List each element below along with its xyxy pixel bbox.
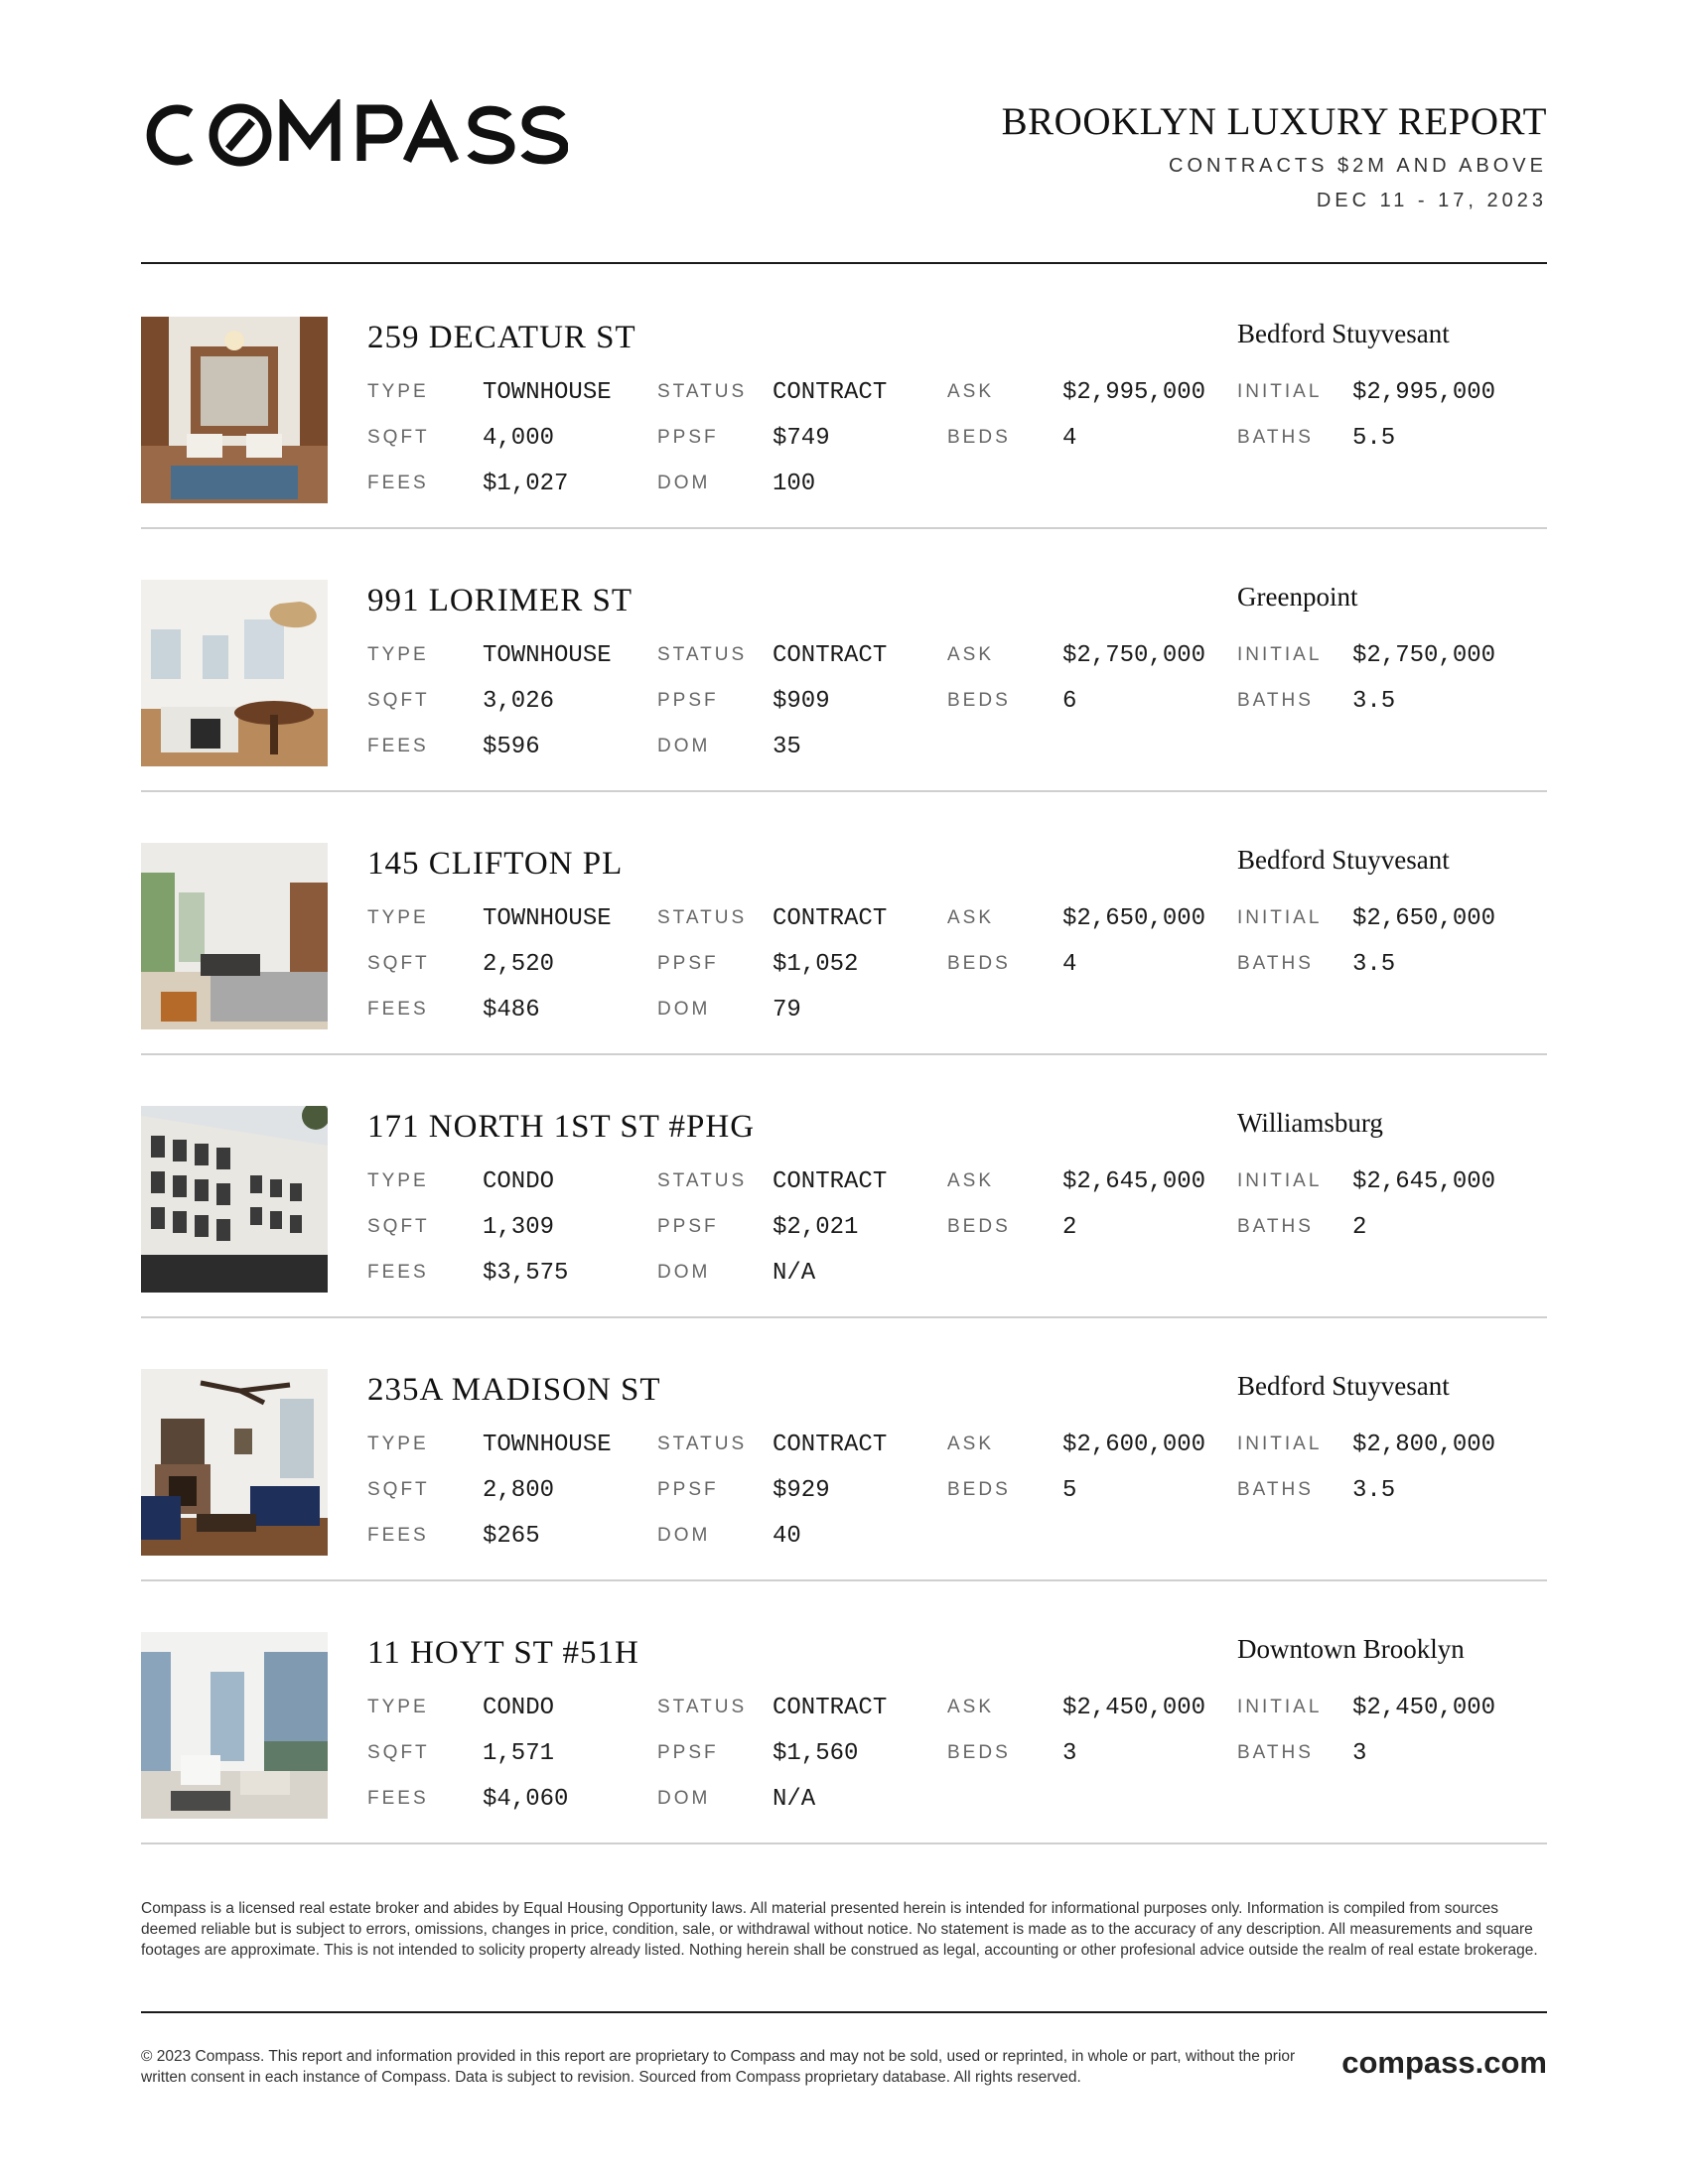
sqft-value: 3,026 (483, 688, 555, 715)
beds-label: BEDS (947, 690, 1011, 711)
baths-value: 5.5 (1352, 425, 1396, 452)
initial-label: INITIAL (1237, 1697, 1323, 1717)
type-value: TOWNHOUSE (483, 642, 612, 669)
ppsf-label: PPSF (657, 1479, 719, 1500)
dom-value: N/A (773, 1260, 816, 1287)
sqft-label: SQFT (367, 953, 430, 974)
type-value: TOWNHOUSE (483, 905, 612, 932)
dom-value: N/A (773, 1786, 816, 1813)
initial-label: INITIAL (1237, 381, 1323, 402)
fireplace-living-room-icon (141, 1369, 328, 1556)
listing-card[interactable] (141, 790, 1547, 1053)
ask-label: ASK (947, 1697, 995, 1717)
ask-label: ASK (947, 907, 995, 928)
listing-card[interactable] (141, 1316, 1547, 1579)
building-exterior-icon (141, 1106, 328, 1293)
ppsf-label: PPSF (657, 953, 719, 974)
ppsf-label: PPSF (657, 690, 719, 711)
sqft-label: SQFT (367, 690, 430, 711)
ask-label: ASK (947, 381, 995, 402)
ask-label: ASK (947, 1433, 995, 1454)
townhouse-parlor-interior-icon (141, 317, 328, 503)
listing-photo[interactable] (141, 580, 328, 766)
sqft-label: SQFT (367, 427, 430, 448)
fees-label: FEES (367, 1788, 429, 1809)
copyright-notice: © 2023 Compass. This report and information provided in this report are proprietary to Compass and may not be sold, used or reprinted, in whole or part, without the prior written consent in each instance of Compass. Data is subject to revision. Sourced from Compass proprietary database. All rights reserved. (141, 2048, 1296, 2086)
dom-label: DOM (657, 1262, 711, 1283)
sqft-label: SQFT (367, 1742, 430, 1763)
sqft-value: 4,000 (483, 425, 555, 452)
dom-value: 40 (773, 1523, 801, 1550)
sqft-value: 2,800 (483, 1477, 555, 1504)
initial-value: $2,450,000 (1352, 1695, 1496, 1721)
fees-value: $486 (483, 997, 540, 1024)
listing-address[interactable]: 171 NORTH 1ST ST #PHG (367, 1109, 756, 1145)
ppsf-value: $749 (773, 425, 830, 452)
status-label: STATUS (657, 1697, 748, 1717)
ppsf-label: PPSF (657, 427, 719, 448)
baths-label: BATHS (1237, 427, 1314, 448)
baths-value: 3 (1352, 1740, 1367, 1767)
beds-value: 2 (1062, 1214, 1077, 1241)
report-subtitle: CONTRACTS $2M AND ABOVE (1169, 155, 1547, 177)
listing-card[interactable] (141, 1579, 1547, 1843)
listing-photo[interactable] (141, 843, 328, 1029)
type-label: TYPE (367, 1697, 429, 1717)
status-label: STATUS (657, 644, 748, 665)
footer-divider (141, 2011, 1547, 2013)
fees-label: FEES (367, 736, 429, 756)
status-label: STATUS (657, 1433, 748, 1454)
status-value: CONTRACT (773, 1695, 888, 1721)
initial-value: $2,645,000 (1352, 1168, 1496, 1195)
beds-value: 4 (1062, 425, 1077, 452)
listing-photo[interactable] (141, 1632, 328, 1819)
dom-value: 79 (773, 997, 801, 1024)
baths-label: BATHS (1237, 1742, 1314, 1763)
initial-label: INITIAL (1237, 907, 1323, 928)
ask-value: $2,650,000 (1062, 905, 1206, 932)
beds-value: 3 (1062, 1740, 1077, 1767)
sqft-value: 1,309 (483, 1214, 555, 1241)
beds-value: 4 (1062, 951, 1077, 978)
dom-label: DOM (657, 1788, 711, 1809)
ask-value: $2,600,000 (1062, 1432, 1206, 1458)
ppsf-value: $1,052 (773, 951, 859, 978)
living-room-interior-icon (141, 843, 328, 1029)
listing-neighborhood: Bedford Stuyvesant (1237, 845, 1450, 875)
ppsf-value: $909 (773, 688, 830, 715)
beds-value: 6 (1062, 688, 1077, 715)
fees-value: $3,575 (483, 1260, 569, 1287)
ppsf-label: PPSF (657, 1216, 719, 1237)
listing-neighborhood: Greenpoint (1237, 582, 1358, 612)
type-value: CONDO (483, 1168, 555, 1195)
fees-value: $4,060 (483, 1786, 569, 1813)
fees-value: $596 (483, 734, 540, 760)
report-date-range: DEC 11 - 17, 2023 (1316, 190, 1547, 211)
dom-label: DOM (657, 1525, 711, 1546)
status-value: CONTRACT (773, 905, 888, 932)
baths-value: 3.5 (1352, 951, 1396, 978)
initial-value: $2,995,000 (1352, 379, 1496, 406)
status-value: CONTRACT (773, 379, 888, 406)
listing-card[interactable] (141, 527, 1547, 790)
initial-label: INITIAL (1237, 644, 1323, 665)
ppsf-label: PPSF (657, 1742, 719, 1763)
baths-label: BATHS (1237, 953, 1314, 974)
listing-address[interactable]: 11 HOYT ST #51H (367, 1635, 639, 1671)
initial-label: INITIAL (1237, 1433, 1323, 1454)
baths-label: BATHS (1237, 690, 1314, 711)
fees-label: FEES (367, 1525, 429, 1546)
dom-value: 35 (773, 734, 801, 760)
baths-label: BATHS (1237, 1479, 1314, 1500)
status-label: STATUS (657, 1170, 748, 1191)
ask-label: ASK (947, 644, 995, 665)
baths-value: 3.5 (1352, 1477, 1396, 1504)
initial-value: $2,750,000 (1352, 642, 1496, 669)
fees-value: $1,027 (483, 471, 569, 497)
listing-address[interactable]: 145 CLIFTON PL (367, 846, 624, 882)
status-label: STATUS (657, 907, 748, 928)
type-label: TYPE (367, 644, 429, 665)
type-label: TYPE (367, 1433, 429, 1454)
fees-value: $265 (483, 1523, 540, 1550)
listing-address[interactable]: 991 LORIMER ST (367, 583, 633, 618)
status-value: CONTRACT (773, 642, 888, 669)
ask-value: $2,750,000 (1062, 642, 1206, 669)
listing-neighborhood: Bedford Stuyvesant (1237, 319, 1450, 348)
ask-value: $2,450,000 (1062, 1695, 1206, 1721)
initial-value: $2,800,000 (1352, 1432, 1496, 1458)
type-value: TOWNHOUSE (483, 1432, 612, 1458)
ask-value: $2,645,000 (1062, 1168, 1206, 1195)
beds-label: BEDS (947, 1216, 1011, 1237)
listing-neighborhood: Downtown Brooklyn (1237, 1634, 1465, 1664)
fees-label: FEES (367, 473, 429, 493)
listing-card[interactable] (141, 1053, 1547, 1316)
sqft-label: SQFT (367, 1479, 430, 1500)
listing-neighborhood: Williamsburg (1237, 1108, 1383, 1138)
type-value: TOWNHOUSE (483, 379, 612, 406)
website-link[interactable]: compass.com (1341, 2045, 1547, 2080)
legal-disclaimer: Compass is a licensed real estate broker and abides by Equal Housing Opportunity laws. All material presented herein is intended for informational purposes only. Information is compiled from sources deemed reliable but is subject to errors, omissions, changes in price, condition, sale, or withdrawal without notice. No statement is made as to the accuracy of any description. All measurements and square footages are approximate. This is not intended to solicity property already listed. Nothing herein shall be construed as legal, accounting or other profesional advice outside the realm of real estate brokerage. (141, 1900, 1538, 1959)
sqft-value: 2,520 (483, 951, 555, 978)
fees-label: FEES (367, 999, 429, 1020)
baths-label: BATHS (1237, 1216, 1314, 1237)
highrise-living-room-icon (141, 1632, 328, 1819)
baths-value: 3.5 (1352, 688, 1396, 715)
dom-label: DOM (657, 999, 711, 1020)
fees-label: FEES (367, 1262, 429, 1283)
type-label: TYPE (367, 907, 429, 928)
listing-photo[interactable] (141, 1106, 328, 1293)
dom-label: DOM (657, 736, 711, 756)
type-label: TYPE (367, 1170, 429, 1191)
sqft-value: 1,571 (483, 1740, 555, 1767)
type-value: CONDO (483, 1695, 555, 1721)
status-value: CONTRACT (773, 1432, 888, 1458)
listing-photo[interactable] (141, 1369, 328, 1556)
sqft-label: SQFT (367, 1216, 430, 1237)
compass-logo (141, 99, 568, 171)
report-title: BROOKLYN LUXURY REPORT (1001, 100, 1547, 143)
type-label: TYPE (367, 381, 429, 402)
beds-label: BEDS (947, 1742, 1011, 1763)
listing-neighborhood: Bedford Stuyvesant (1237, 1371, 1450, 1401)
beds-label: BEDS (947, 1479, 1011, 1500)
status-label: STATUS (657, 381, 748, 402)
listing-address[interactable]: 235A MADISON ST (367, 1372, 661, 1408)
beds-value: 5 (1062, 1477, 1077, 1504)
ask-value: $2,995,000 (1062, 379, 1206, 406)
listing-divider (141, 1843, 1547, 1844)
listing-address[interactable]: 259 DECATUR ST (367, 320, 636, 355)
dom-label: DOM (657, 473, 711, 493)
dom-value: 100 (773, 471, 816, 497)
status-value: CONTRACT (773, 1168, 888, 1195)
ppsf-value: $1,560 (773, 1740, 859, 1767)
beds-label: BEDS (947, 427, 1011, 448)
baths-value: 2 (1352, 1214, 1367, 1241)
initial-label: INITIAL (1237, 1170, 1323, 1191)
listing-photo[interactable] (141, 317, 328, 503)
initial-value: $2,650,000 (1352, 905, 1496, 932)
beds-label: BEDS (947, 953, 1011, 974)
ppsf-value: $2,021 (773, 1214, 859, 1241)
ask-label: ASK (947, 1170, 995, 1191)
dining-room-interior-icon (141, 580, 328, 766)
ppsf-value: $929 (773, 1477, 830, 1504)
listing-card[interactable] (141, 264, 1547, 527)
